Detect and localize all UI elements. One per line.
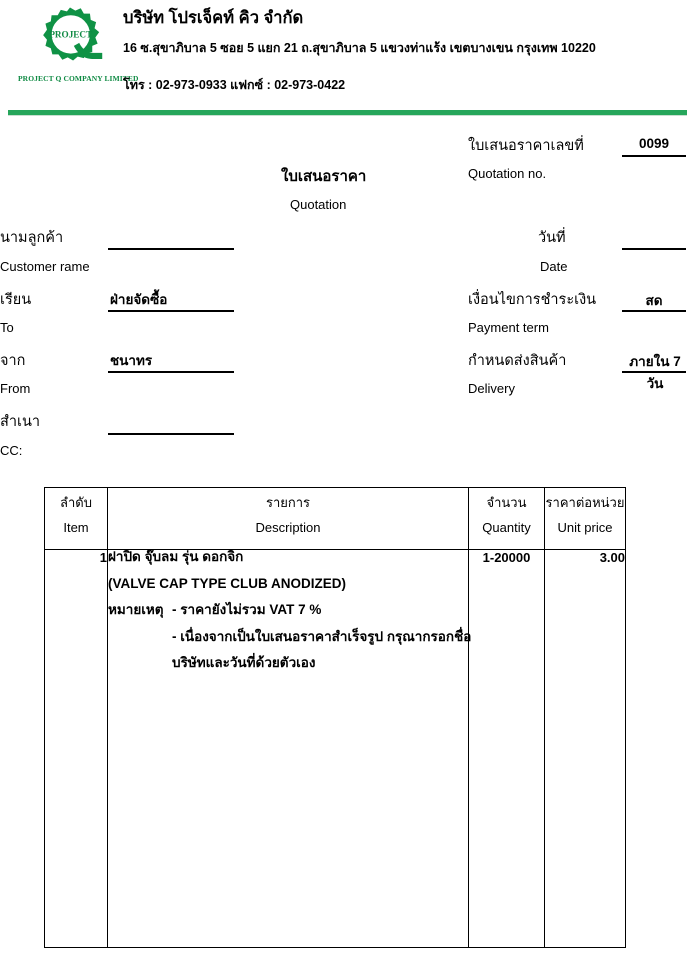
header-unit-price-th: ราคาต่อหน่วย <box>545 495 625 510</box>
cc-label-th: สำเนา <box>0 414 41 430</box>
header-item-th: ลำดับ <box>60 495 92 510</box>
date-label-en: Date <box>540 259 568 274</box>
row-unit-price: 3.00 <box>545 550 626 948</box>
quotation-no-label-en: Quotation no. <box>468 166 547 181</box>
header-quantity-th: จำนวน <box>486 495 527 510</box>
page-title-th: ใบเสนอราคา <box>281 168 367 185</box>
customer-name-label-en: Customer rame <box>0 259 90 274</box>
logo-inner-text: PROJECT <box>49 29 93 40</box>
row-quantity: 1-20000 <box>469 550 545 948</box>
header-divider <box>8 110 687 115</box>
delivery-label-en: Delivery <box>468 381 515 396</box>
items-table <box>44 487 626 948</box>
to-underline <box>108 310 234 312</box>
date-underline <box>622 248 686 250</box>
header-description-en: Description <box>255 520 321 536</box>
letterhead <box>0 0 697 110</box>
header-unit-price-en: Unit price <box>557 520 613 536</box>
from-label-th: จาก <box>0 353 26 369</box>
cc-label-en: CC: <box>0 443 23 458</box>
description-line-2: (VALVE CAP TYPE CLUB ANODIZED) <box>108 575 347 591</box>
to-label-th: เรียน <box>0 292 32 308</box>
customer-name-label-th: นามลูกค้า <box>0 230 64 246</box>
delivery-label-th: กำหนดส่งสินค้า <box>468 353 567 369</box>
row-item-number: 1 <box>45 550 108 948</box>
to-label-en: To <box>0 320 14 335</box>
note-line-3: บริษัทและวันที่ด้วยตัวเอง <box>172 655 316 670</box>
project-q-gear-logo-icon <box>31 6 109 72</box>
header-cell-unit-price <box>545 488 626 550</box>
row-description-cell <box>108 549 472 948</box>
description-line-1: ฝาปิด จุ๊บลม รุ่น ดอกจิก <box>108 549 244 564</box>
from-value[interactable]: ชนาทร <box>110 353 153 368</box>
note-label: หมายเหตุ <box>108 602 164 617</box>
table-row <box>45 550 626 948</box>
quotation-no-underline <box>622 155 686 157</box>
company-logo <box>18 6 139 83</box>
header-cell-item <box>45 488 108 550</box>
page-title-en: Quotation <box>290 197 347 212</box>
payment-term-label-th: เงื่อนไขการชำระเงิน <box>468 292 597 308</box>
company-phone: โทร : 02-973-0933 แฟกซ์ : 02-973-0422 <box>123 78 346 92</box>
note-first-row <box>108 603 468 617</box>
payment-term-underline <box>622 310 686 312</box>
to-value[interactable]: ฝ่ายจัดซื้อ <box>110 292 168 307</box>
company-name: บริษัท โปรเจ็คท์ คิว จำกัด <box>123 9 304 27</box>
logo-caption: PROJECT Q COMPANY LIMITED <box>18 74 139 83</box>
quotation-no-label-th: ใบเสนอราคาเลขที่ <box>468 138 584 154</box>
delivery-underline <box>622 371 686 373</box>
delivery-value[interactable]: ภายใน 7 วัน <box>629 354 681 391</box>
cc-underline <box>108 433 234 435</box>
header-cell-description <box>108 488 469 550</box>
note-line-1: - ราคายังไม่รวม VAT 7 % <box>172 602 322 617</box>
payment-term-value[interactable]: สด <box>645 293 663 308</box>
from-underline <box>108 371 234 373</box>
header-quantity-en: Quantity <box>482 520 531 536</box>
date-label-th: วันที่ <box>538 230 566 246</box>
company-address: 16 ซ.สุขาภิบาล 5 ซอย 5 แยก 21 ถ.สุขาภิบาล 5 แขวงท่าแร้ง เขตบางเขน กรุงเทพ 10220 <box>123 41 596 55</box>
customer-name-underline <box>108 248 234 250</box>
note-line-2: - เนื่องจากเป็นใบเสนอราคาสำเร็จรูป กรุณากรอกชื่อ <box>172 628 472 644</box>
header-item-en: Item <box>63 520 89 536</box>
quotation-no-value[interactable]: 0099 <box>638 136 670 151</box>
payment-term-label-en: Payment term <box>468 320 549 335</box>
table-header-row <box>45 488 626 550</box>
from-label-en: From <box>0 381 31 396</box>
header-cell-quantity <box>469 488 545 550</box>
header-description-th: รายการ <box>265 495 311 510</box>
